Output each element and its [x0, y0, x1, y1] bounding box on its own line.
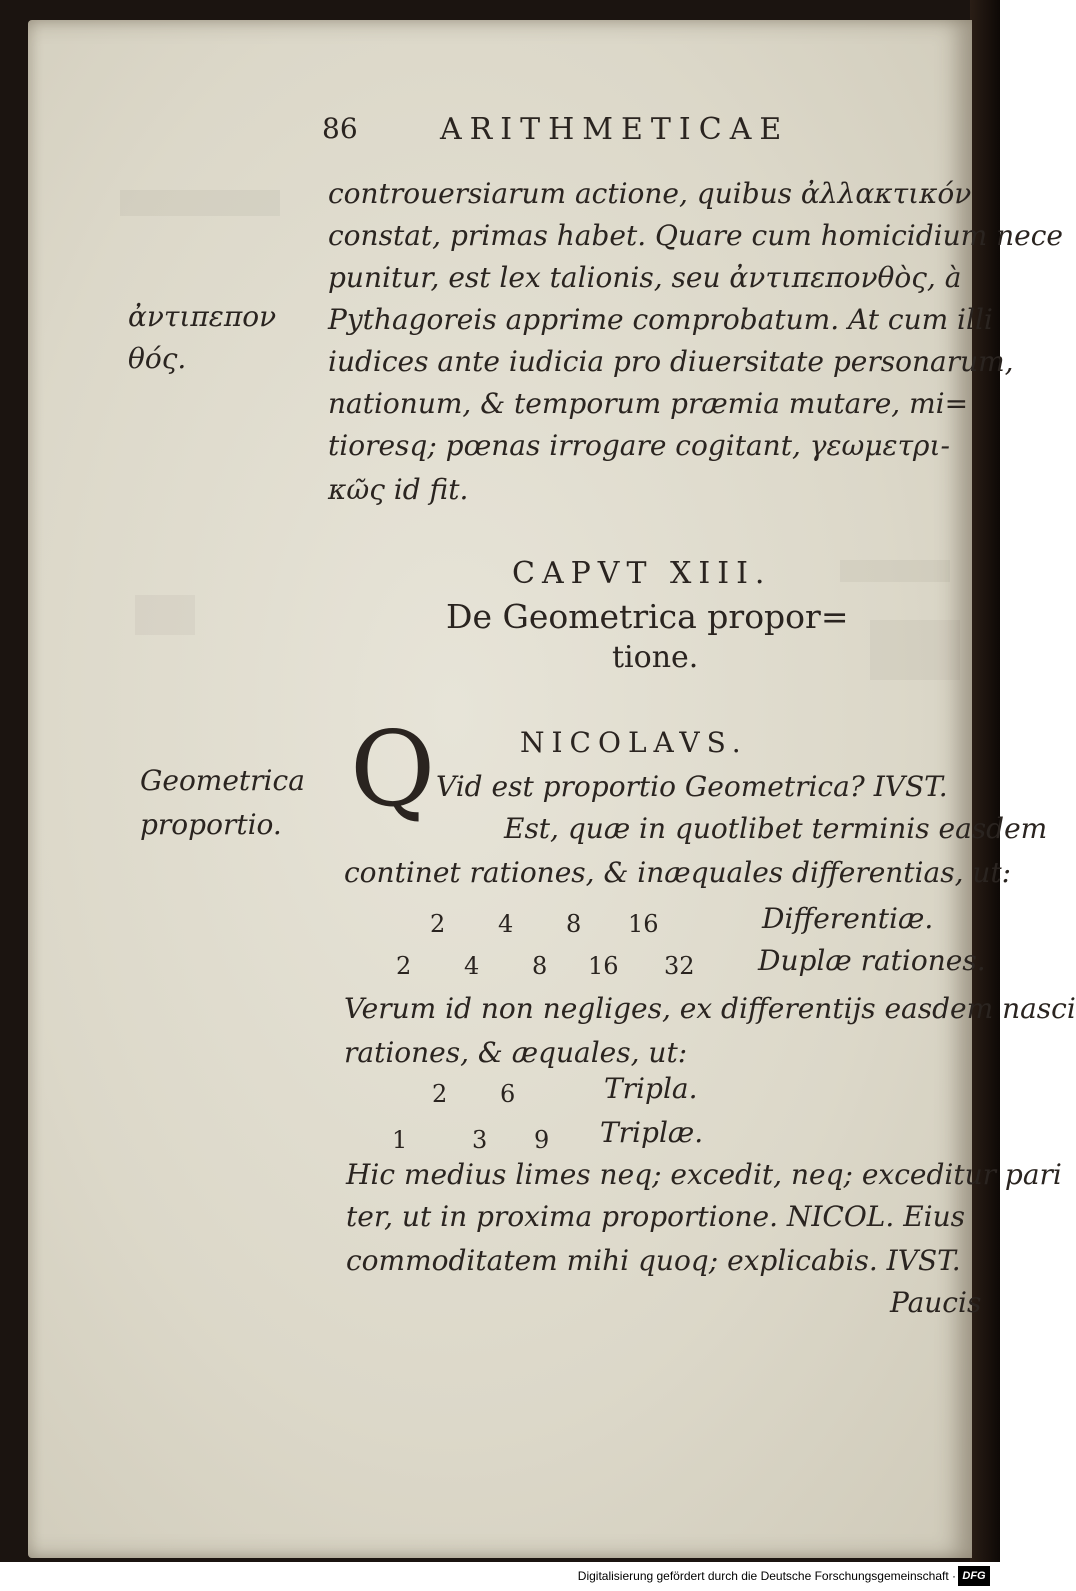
dialogue-line: Est, quæ in quotlibet terminis easdem [504, 812, 1048, 845]
chapter-number: CAPVT XIII. [512, 556, 772, 591]
difference-value: 2 [430, 910, 446, 938]
margin-note-greek-2: θός. [128, 342, 187, 375]
margin-note-geometrica: Geometrica [140, 764, 305, 797]
body-line: tioresq; pœnas irrogare cogitant, γεωμετρι- [328, 429, 950, 462]
term-value: 4 [464, 952, 480, 980]
term-value: 16 [588, 952, 619, 980]
page-number: 86 [322, 112, 358, 145]
term-value: 8 [532, 952, 548, 980]
term-value: 9 [534, 1126, 550, 1154]
terms-label: Duplæ rationes. [758, 944, 986, 977]
body-line: iudices ante iudicia pro diuersitate personarum, [328, 345, 1014, 378]
dialogue-line: Vid est proportio Geometrica? IVST. [436, 770, 948, 803]
body-line: Verum id non negliges, ex differentijs easdem nasci [344, 992, 1076, 1025]
term-value: 32 [664, 952, 695, 980]
body-line: rationes, & æquales, ut: [344, 1036, 688, 1069]
catchword: Paucis [890, 1286, 982, 1319]
speaker-name: NICOLAVS. [520, 726, 748, 759]
dfg-logo: DFG [958, 1566, 990, 1586]
body-line: Pythagoreis apprime comprobatum. At cum illi [328, 303, 993, 336]
differences-label: Tripla. [604, 1072, 698, 1105]
chapter-title-line-2: tione. [612, 640, 699, 675]
difference-value: 6 [500, 1080, 516, 1108]
margin-note-greek-1: ἀντιπεπον [128, 300, 277, 333]
terms-label: Triplæ. [600, 1116, 704, 1149]
difference-value: 16 [628, 910, 659, 938]
body-line: controuersiarum actione, quibus ἀλλακτικόν [328, 177, 972, 210]
body-line: Hic medius limes neq; excedit, neq; exceditur pari [346, 1158, 1062, 1191]
body-line: nationum, & temporum præmia mutare, mi= [328, 387, 969, 420]
dialogue-line: continet rationes, & inæquales differentias, ut: [344, 856, 1012, 889]
term-value: 1 [392, 1126, 408, 1154]
running-title: ARITHMETICAE [440, 112, 790, 147]
differences-label: Differentiæ. [762, 902, 934, 935]
decorated-initial: Q [350, 708, 436, 830]
difference-value: 4 [498, 910, 514, 938]
body-line: κῶς id fit. [328, 473, 469, 506]
margin-note-proportio: proportio. [140, 808, 282, 841]
body-line: constat, primas habet. Quare cum homicidium nece [328, 219, 1063, 252]
chapter-title-line-1: De Geometrica propor= [446, 597, 849, 636]
term-value: 3 [472, 1126, 488, 1154]
funding-credit: Digitalisierung gefördert durch die Deutsche Forschungsgemeinschaft · [577, 1569, 956, 1583]
difference-value: 8 [566, 910, 582, 938]
body-line: commoditatem mihi quoq; explicabis. IVST. [346, 1244, 961, 1277]
body-line: punitur, est lex talionis, seu ἀντιπεπονθὸς, à [328, 261, 962, 294]
difference-value: 2 [432, 1080, 448, 1108]
body-line: ter, ut in proxima proportione. NICOL. Eius [346, 1200, 965, 1233]
term-value: 2 [396, 952, 412, 980]
